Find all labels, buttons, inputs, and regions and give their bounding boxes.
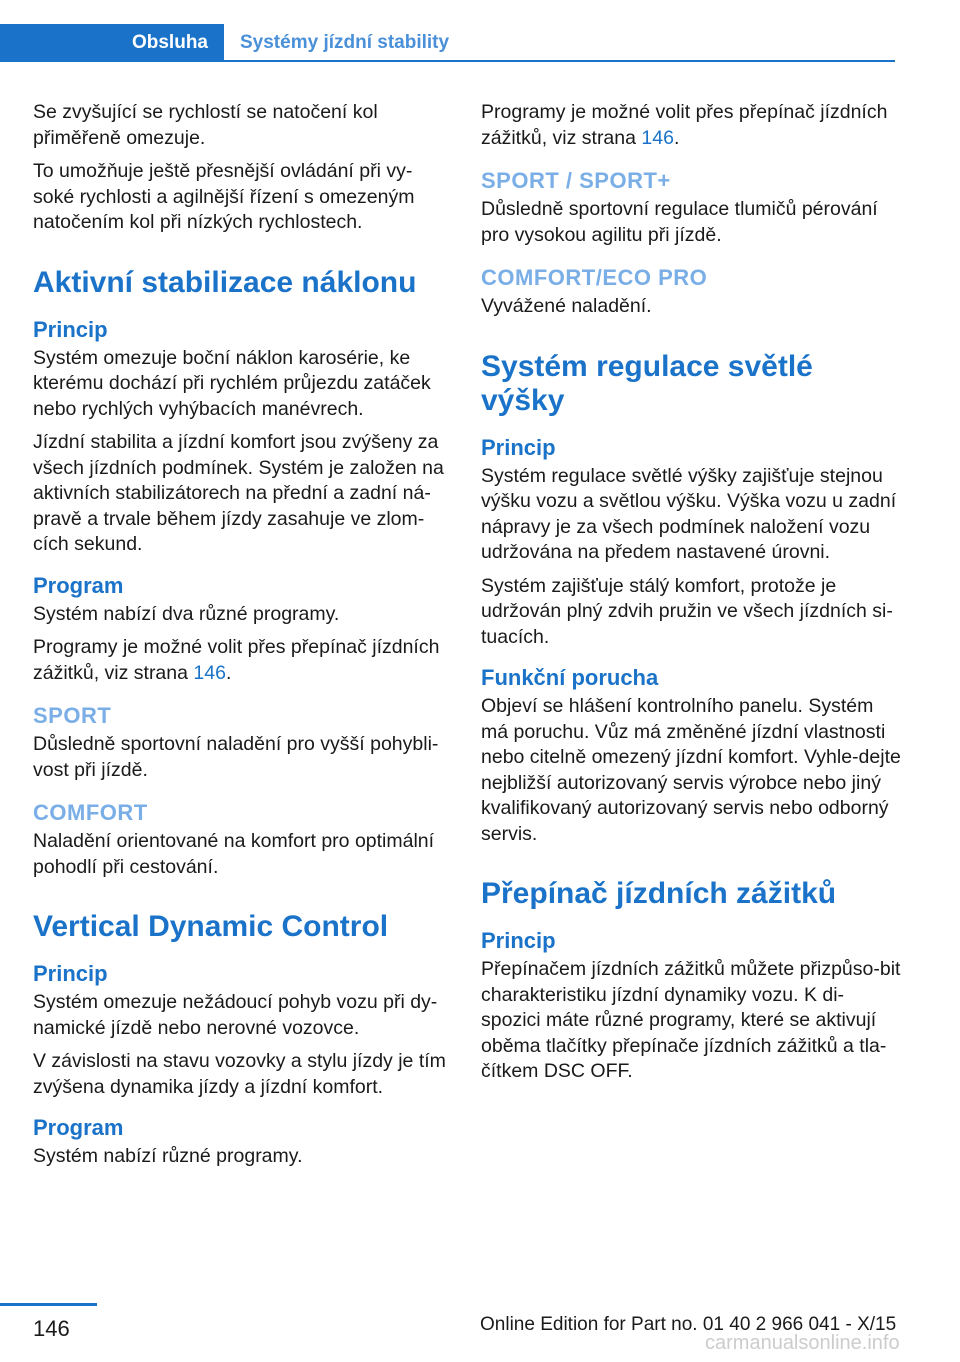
program-comfort-eco-heading: COMFORT/ECO PRO bbox=[481, 265, 708, 290]
subheading-funkcni-porucha: Funkční porucha bbox=[481, 665, 659, 690]
footer-rule bbox=[0, 1303, 97, 1306]
paragraph: Důsledně sportovní naladění pro vyšší pohybli-vost při jízdě. bbox=[33, 733, 439, 781]
subheading-princip: Princip bbox=[33, 961, 108, 986]
watermark: carmanualsonline.info bbox=[705, 1332, 900, 1354]
paragraph: Důsledně sportovní regulace tlumičů pérování pro vysokou agilitu při jízdě. bbox=[481, 198, 878, 246]
chapter-label: Systémy jízdní stability bbox=[240, 32, 450, 53]
paragraph: Přepínačem jízdních zážitků můžete přizpůso-bit charakteristiku jízdní dynamiky vozu. K di-spozici máte různé programy, které se aktivují oběma tlačítky přepínače jízdních zážitků a tla-čítkem DSC OFF. bbox=[481, 958, 901, 1082]
paragraph: Objeví se hlášení kontrolního panelu. Systém má poruchu. Vůz má změněné jízdní vlastnosti nebo citelně omezený jízdní komfort. Vyhle-dejte nejbližší autorizovaný servis výrobce nebo jiný kvalifikovaný autorizovaný servis nebo odborný servis. bbox=[481, 695, 901, 845]
paragraph: Systém omezuje nežádoucí pohyb vozu při dy-namické jízdě nebo nerovné vozovce. bbox=[33, 991, 438, 1039]
page-header bbox=[0, 0, 895, 62]
left-column bbox=[33, 100, 453, 1178]
paragraph: Jízdní stabilita a jízdní komfort jsou zvýšeny za všech jízdních podmínek. Systém je založen na aktivních stabilizátorech na přední a zadní ná-pravě a trvale během jízdy zasahuje ve zlom-cích sekund. bbox=[33, 431, 444, 555]
paragraph: Systém nabízí různé programy. bbox=[33, 1145, 303, 1167]
subheading-princip: Princip bbox=[481, 434, 556, 460]
paragraph: Systém omezuje boční náklon karosérie, ke kterému dochází při rychlém průjezdu zatáček nebo rychlých vyhýbacích manévrech. bbox=[33, 346, 431, 420]
page-link[interactable]: 146 bbox=[193, 661, 226, 684]
text: Programy je možné volit přes přepínač jízdních zážitků, viz strana bbox=[481, 101, 888, 149]
header-rule bbox=[224, 60, 895, 62]
paragraph: Systém nabízí dva různé programy. bbox=[33, 602, 340, 625]
program-comfort-heading: COMFORT bbox=[33, 800, 148, 825]
section-label: Obsluha bbox=[131, 32, 208, 53]
program-sport-heading: SPORT bbox=[33, 703, 112, 728]
paragraph: Vyvážené naladění. bbox=[481, 295, 652, 317]
heading-prepinac-jizdnich-zazitku: Přepínač jízdních zážitků bbox=[481, 877, 837, 910]
page-link[interactable]: 146 bbox=[641, 126, 674, 149]
subheading-princip: Princip bbox=[33, 316, 108, 342]
paragraph: Systém zajišťuje stálý komfort, protože je udržován plný zdvih pružin ve všech jízdních si-tuacích. bbox=[481, 574, 893, 648]
paragraph bbox=[33, 635, 453, 686]
text: . bbox=[225, 661, 232, 684]
paragraph bbox=[481, 100, 901, 151]
subheading-program: Program bbox=[33, 572, 124, 598]
text: Programy je možné volit přes přepínač jízdních zážitků, viz strana bbox=[33, 636, 440, 684]
page-number: 146 bbox=[33, 1316, 70, 1341]
paragraph: Systém regulace světlé výšky zajišťuje stejnou výšku vozu a světlou výšku. Výška vozu u zadní nápravy je za všech podmínek naložení vozu udržována na předem nastavené úrovni. bbox=[481, 464, 897, 563]
chapter-tab bbox=[240, 24, 449, 62]
heading-vertical-dynamic-control: Vertical Dynamic Control bbox=[33, 910, 389, 943]
paragraph: To umožňuje ještě přesnější ovládání při vy-soké rychlosti a agilnější řízení s omezeným natočením kol při nízkých rychlostech. bbox=[33, 160, 415, 233]
subheading-princip: Princip bbox=[481, 928, 556, 953]
heading-regulace-vysky: Systém regulace světlé výšky bbox=[481, 349, 813, 417]
right-column bbox=[481, 100, 901, 1093]
paragraph: Naladění orientované na komfort pro optimální pohodlí při cestování. bbox=[33, 830, 435, 878]
text: . bbox=[673, 126, 680, 149]
program-sport-plus-heading: SPORT / SPORT+ bbox=[481, 168, 671, 193]
heading-aktivni-stabilizace: Aktivní stabilizace náklonu bbox=[33, 265, 417, 299]
paragraph: Se zvyšující se rychlostí se natočení kol přiměřeně omezuje. bbox=[33, 101, 378, 149]
edition-note: Online Edition for Part no. 01 40 2 966 041 - X/15 bbox=[480, 1314, 897, 1335]
section-tab bbox=[0, 24, 224, 62]
paragraph: V závislosti na stavu vozovky a stylu jízdy je tím zvýšena dynamika jízdy a jízdní komfort. bbox=[33, 1050, 446, 1098]
subheading-program: Program bbox=[33, 1115, 124, 1140]
